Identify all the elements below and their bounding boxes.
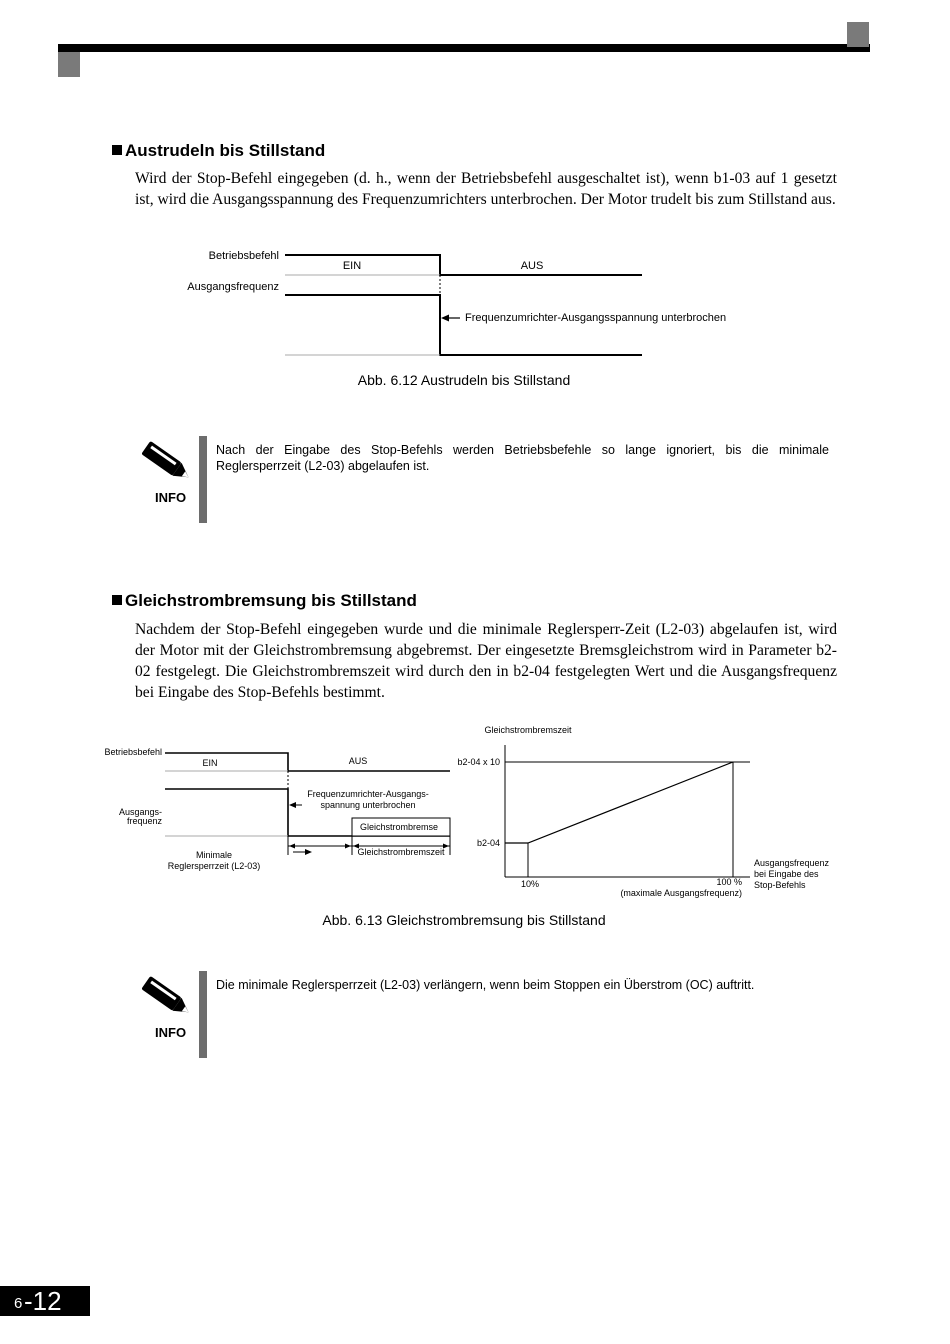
- note-side-bar: [199, 436, 207, 523]
- x-tick-low: 10%: [520, 879, 540, 889]
- label-on: EIN: [202, 758, 218, 768]
- pencil-icon: [138, 440, 194, 488]
- x-title-1: Ausgangsfrequenz: [754, 858, 830, 868]
- annotation-line-2: spannung unterbrochen: [320, 800, 416, 810]
- dc-brake-time-graph: [457, 725, 829, 898]
- label-output-freq-1: Ausgangs-: [118, 807, 162, 817]
- x-tick-high: 100 %: [716, 877, 742, 887]
- label-on: EIN: [342, 260, 362, 272]
- dc-brake-box-label: Gleichstrombremse: [359, 822, 439, 832]
- annotation-arrow-icon: [289, 802, 296, 808]
- figure-caption-6-12: Abb. 6.12 Austrudeln bis Stillstand: [357, 372, 571, 388]
- label-output-frequency: Ausgangsfrequenz: [187, 281, 279, 293]
- section-heading-dc-brake: [112, 591, 417, 611]
- note-side-bar: [199, 971, 207, 1058]
- y-tick-upper: b2-04 x 10: [457, 757, 500, 767]
- pointer-arrow-icon: [305, 849, 312, 855]
- dim-arrow-right-icon: [345, 844, 351, 849]
- chapter-number: 6: [14, 1295, 23, 1312]
- info-label: INFO: [155, 490, 187, 505]
- graph-y-title: Gleichstrombremszeit: [484, 725, 572, 735]
- label-min-2: Reglersperrzeit (L2-03): [167, 861, 261, 871]
- dim-arrow-left-icon: [289, 844, 295, 849]
- label-off: AUS: [348, 756, 368, 766]
- x-tick-note: (maximale Ausgangsfrequenz): [620, 888, 742, 898]
- annotation-arrow-icon: [441, 315, 449, 322]
- note-text-1: Nach der Eingabe des Stop-Befehls werden Betriebsbefehle so lange ignoriert, bis die minimale Reglersperrzeit (L2-03) abgelaufen ist.: [216, 443, 829, 473]
- heading-text: Gleichstrombremsung bis Stillstand: [125, 591, 417, 610]
- run-command-signal: [285, 255, 642, 275]
- pencil-icon: [138, 975, 194, 1023]
- paragraph-coast-stop: Wird der Stop-Befehl eingegeben (d. h., wenn der Betriebsbefehl ausgeschaltet ist), wenn b1-03 auf 1 gesetzt ist, wird die Ausgangsspannung des Frequenzumrichters unterbrochen. Der Motor trudelt bis zum Stillstand aus.: [135, 170, 837, 208]
- dc-brake-timing-diagram: [104, 747, 450, 871]
- x-title-2: bei Eingabe des: [754, 869, 819, 879]
- note-text-2: Die minimale Reglersperrzeit (L2-03) verlängern, wenn beim Stoppen ein Überstrom (OC) auftritt.: [216, 978, 755, 992]
- figure-dc-brake: [0, 710, 950, 940]
- annotation-voltage-cut: Frequenzumrichter-Ausgangsspannung unterbrochen: [465, 312, 727, 324]
- label-dc-brake-time: Gleichstrombremszeit: [357, 847, 445, 857]
- label-output-freq-2: frequenz: [126, 816, 162, 826]
- bullet-square-icon: [112, 595, 122, 605]
- y-tick-lower: b2-04: [476, 838, 500, 848]
- page-number-value: -12: [24, 1286, 62, 1316]
- label-min-1: Minimale: [195, 850, 233, 860]
- heading-text: Austrudeln bis Stillstand: [125, 141, 326, 160]
- figure-caption-6-13: Abb. 6.13 Gleichstrombremsung bis Stillstand: [322, 912, 606, 928]
- output-frequency-signal: [285, 295, 642, 355]
- label-run-command: Betriebsbefehl: [104, 747, 162, 757]
- annotation-line-1: Frequenzumrichter-Ausgangs-: [307, 789, 429, 799]
- label-off: AUS: [520, 260, 544, 272]
- paragraph-dc-brake: Nachdem der Stop-Befehl eingegeben wurde und die minimale Reglersperr-Zeit (L2-03) abgelaufen ist, wird der Motor mit der Gleichstrombremsung abgebremst. Der eingesetzte Bremsgleichstrom wird in Parameter b2-02 festgelegt. Die Gleichstrombremszeit wird durch den in b2-04 festgelegten Wert und die Ausgangsfrequenz bei Eingabe des Stop-Befehls bestimmt.: [135, 621, 837, 701]
- info-label: INFO: [155, 1025, 187, 1040]
- figure-coast-timing: [0, 0, 950, 400]
- page-number: [0, 1286, 90, 1316]
- label-run-command: Betriebsbefehl: [208, 250, 279, 262]
- brake-time-curve: [505, 762, 733, 843]
- x-title-3: Stop-Befehls: [754, 880, 806, 890]
